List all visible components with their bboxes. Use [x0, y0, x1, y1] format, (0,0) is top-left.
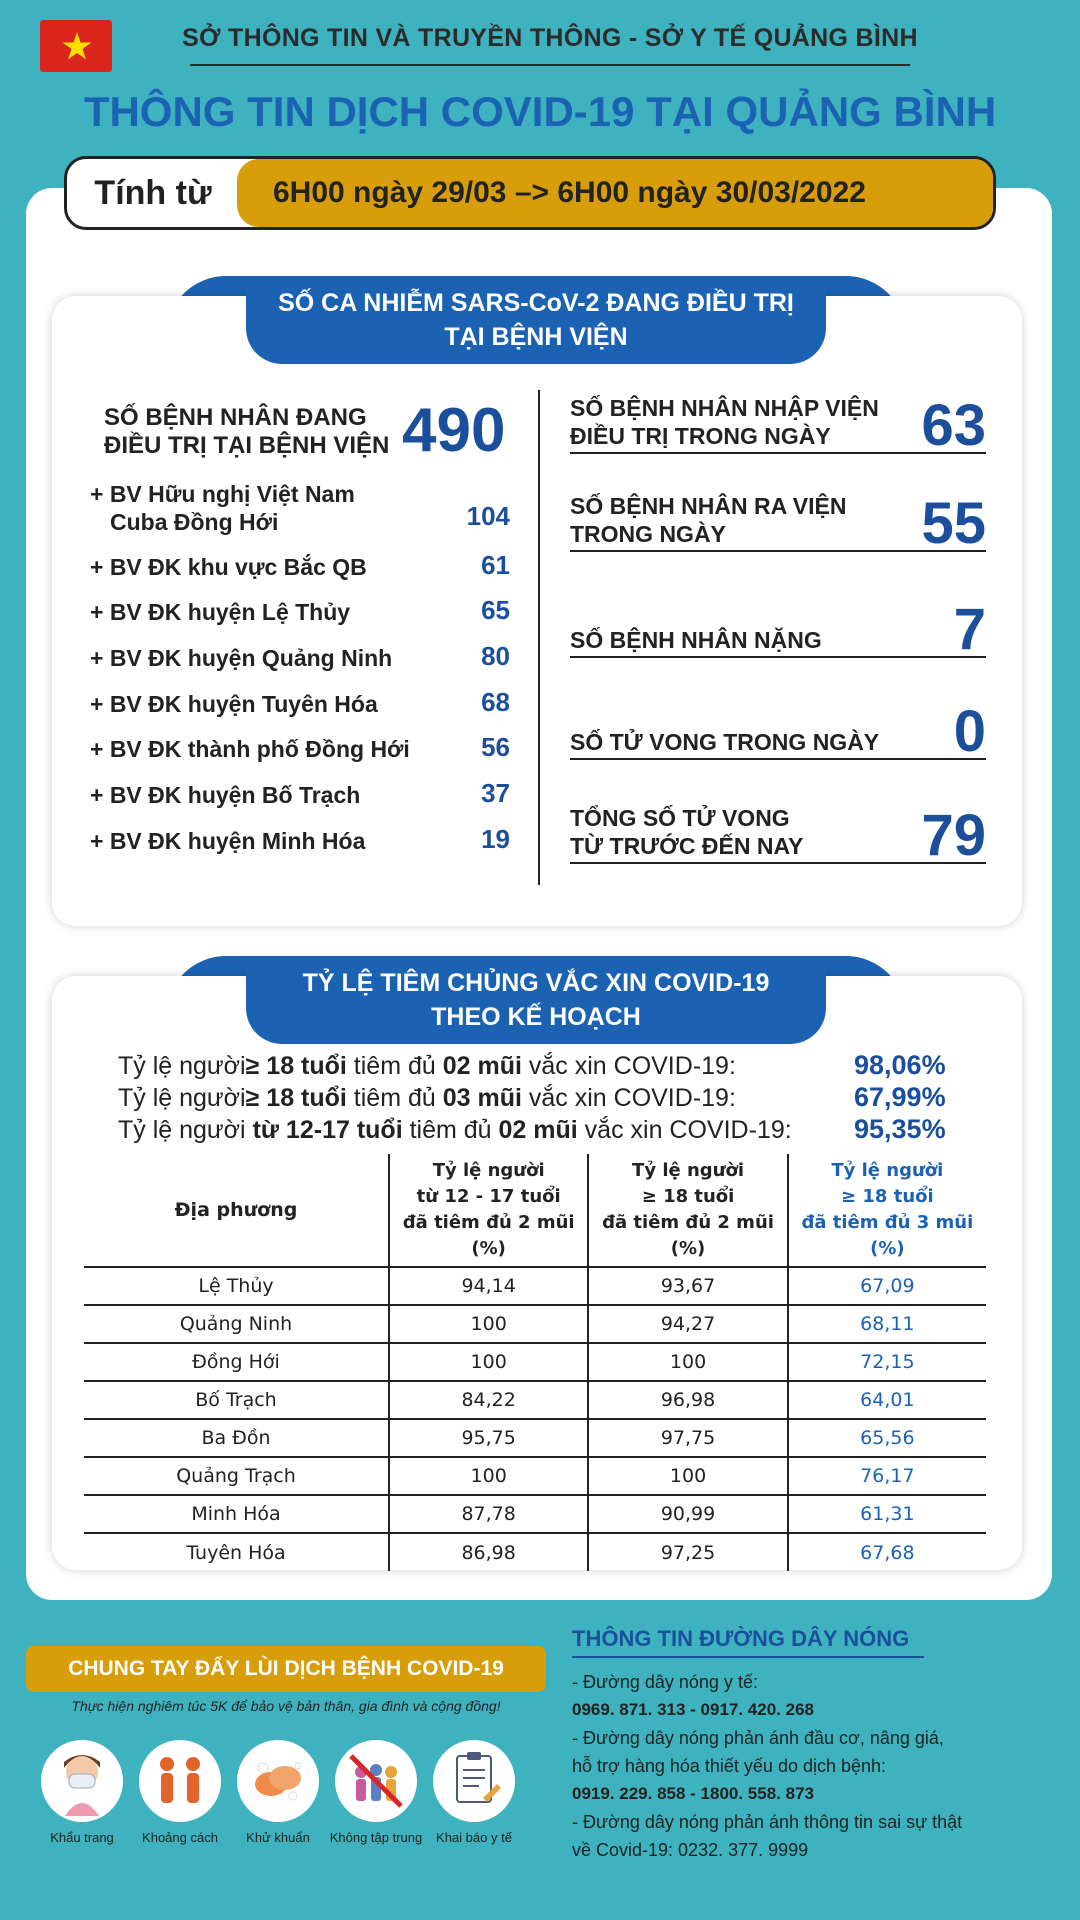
stat-discharged [570, 491, 986, 556]
table-row [84, 1267, 986, 1305]
hospital-value: 56 [481, 732, 510, 762]
summary-mid: tiêm đủ [346, 1052, 443, 1080]
summary-age: ≥ 18 tuổi [245, 1084, 347, 1112]
column-header-18plus-three-doses: Tỷ lệ người ≥ 18 tuổi đã tiêm đủ 3 mũi (%) [788, 1154, 986, 1267]
summary-age: ≥ 18 tuổi [245, 1052, 347, 1080]
stat-value: 55 [921, 491, 986, 556]
hotline-text: - Đường dây nóng y tế: [572, 1672, 758, 1692]
distancing-icon [139, 1740, 221, 1822]
page-title: THÔNG TIN DỊCH COVID-19 TẠI QUẢNG BÌNH [83, 88, 997, 135]
cell-18plus-two-doses: 94,27 [588, 1305, 787, 1343]
cell-18plus-three-doses: 76,17 [788, 1457, 986, 1495]
icon-caption: Khử khuẩn [246, 1830, 310, 1845]
summary-mid: tiêm đủ [346, 1084, 443, 1112]
hospital-row [90, 732, 510, 763]
total-treating-label-line2: ĐIỀU TRỊ TẠI BỆNH VIỆN [104, 432, 390, 459]
hospital-value: 68 [481, 687, 510, 717]
cell-12-17-two-doses: 94,14 [389, 1267, 588, 1305]
summary-age: từ 12-17 tuổi [252, 1116, 403, 1144]
cell-locality: Tuyên Hóa [186, 1541, 286, 1564]
summary-prefix: Tỷ lệ người [118, 1116, 253, 1144]
stat-admitted [570, 393, 986, 458]
summary-dose: 02 mũi [442, 1052, 522, 1080]
hotline-text: hỗ trợ hàng hóa thiết yếu do dịch bệnh: [572, 1756, 887, 1776]
cell-18plus-two-doses: 96,98 [588, 1381, 787, 1419]
cell-18plus-three-doses: 67,09 [788, 1267, 986, 1305]
summary-dose: 03 mũi [442, 1084, 522, 1112]
stat-label-line2: ĐIỀU TRỊ TRONG NGÀY [570, 423, 831, 449]
icon-item [230, 1740, 326, 1845]
stat-total-deaths [570, 803, 986, 868]
summary-mid: tiêm đủ [402, 1116, 499, 1144]
organization-header: SỞ THÔNG TIN VÀ TRUYỀN THÔNG - SỞ Y TẾ QUẢNG BÌNH [182, 24, 918, 52]
vaccination-table [84, 1154, 986, 1571]
cell-locality: Quảng Ninh [84, 1305, 389, 1343]
stat-label [570, 492, 846, 548]
icon-item [426, 1740, 522, 1845]
hotline-text: về Covid-19: 0232. 377. 9999 [572, 1840, 809, 1860]
cell-locality: Đồng Hới [84, 1343, 389, 1381]
vaccine-title-line2: THEO KẾ HOẠCH [431, 1003, 641, 1031]
stat-label [570, 394, 879, 450]
stat-label-line1: SỐ BỆNH NHÂN NHẬP VIỆN [570, 395, 879, 421]
summary-suffix: vắc xin COVID-19: [577, 1116, 792, 1144]
summary-percent: 67,99% [854, 1082, 946, 1112]
hotline-text: - Đường dây nóng phản ánh đầu cơ, nâng giá, [572, 1728, 944, 1748]
vaccine-section-title [246, 956, 826, 1044]
stat-value: 79 [921, 803, 986, 868]
handwash-icon [237, 1740, 319, 1822]
cell-18plus-two-doses: 97,75 [588, 1419, 787, 1457]
stat-label-line2: TỪ TRƯỚC ĐẾN NAY [570, 833, 804, 859]
stat-value: 63 [921, 393, 986, 458]
vietnam-flag-icon [40, 20, 112, 72]
time-range-banner [64, 156, 996, 230]
cell-12-17-two-doses: 100 [389, 1343, 588, 1381]
vaccine-title-line1: TỶ LỆ TIÊM CHỦNG VẮC XIN COVID-19 [302, 969, 770, 997]
hospital-name: + BV ĐK huyện Bố Trạch [90, 782, 361, 808]
cell-18plus-three-doses: 64,01 [788, 1381, 986, 1419]
hotline-divider [572, 1656, 924, 1658]
stat-label-line1: TỔNG SỐ TỬ VONG [570, 805, 790, 831]
stat-deaths-today [570, 699, 986, 764]
summary-percent: 95,35% [854, 1114, 946, 1144]
hospital-name: + BV ĐK huyện Quảng Ninh [90, 645, 393, 671]
cell-12-17-two-doses: 86,98 [389, 1533, 588, 1571]
cell-locality: Ba Đồn [84, 1419, 389, 1457]
cell-12-17-two-doses: 100 [389, 1305, 588, 1343]
column-divider [538, 390, 540, 885]
hospital-value: 19 [481, 824, 510, 854]
health-declaration-icon [433, 1740, 515, 1822]
stat-label [570, 804, 803, 860]
time-range-label: Tính từ [94, 173, 212, 212]
stat-label: SỐ BỆNH NHÂN NẶNG [570, 627, 822, 653]
total-treating-value: 490 [402, 396, 506, 465]
cell-locality: Bố Trạch [84, 1381, 389, 1419]
hospital-value: 80 [481, 641, 510, 671]
stat-value: 7 [953, 597, 986, 662]
summary-percent: 98,06% [854, 1050, 946, 1080]
cell-12-17-two-doses: 100 [389, 1457, 588, 1495]
summary-dose: 02 mũi [498, 1116, 578, 1144]
no-gathering-icon [335, 1740, 417, 1822]
total-treating-label-line1: SỐ BỆNH NHÂN ĐANG [104, 404, 367, 431]
cell-18plus-two-doses: 100 [588, 1457, 787, 1495]
column-header-18plus-two-doses: Tỷ lệ người ≥ 18 tuổi đã tiêm đủ 2 mũi (%) [588, 1154, 787, 1267]
table-row [84, 1343, 986, 1381]
table-row [84, 1495, 986, 1533]
cell-locality: Quảng Trạch [84, 1457, 389, 1495]
vaccine-summary-row [118, 1084, 988, 1116]
vaccine-summary-row [118, 1052, 988, 1084]
time-range-value: 6H00 ngày 29/03 –> 6H00 ngày 30/03/2022 [237, 159, 993, 227]
stat-label: SỐ TỬ VONG TRONG NGÀY [570, 729, 880, 755]
hospital-row [90, 595, 510, 626]
cell-18plus-two-doses: 93,67 [588, 1267, 787, 1305]
stat-underline [570, 656, 986, 658]
slogan-banner: CHUNG TAY ĐẨY LÙI DỊCH BỆNH COVID-19 [26, 1646, 546, 1692]
icon-item [132, 1740, 228, 1845]
hospital-name: + BV ĐK thành phố Đồng Hới [90, 736, 410, 762]
hospital-name: + BV ĐK huyện Lệ Thủy [90, 599, 351, 625]
cell-12-17-two-doses: 84,22 [389, 1381, 588, 1419]
cell-12-17-two-doses: 87,78 [389, 1495, 588, 1533]
header-divider [190, 64, 910, 66]
total-treating-label [104, 404, 389, 460]
hospital-name: + BV ĐK khu vực Bắc QB [90, 554, 367, 580]
summary-suffix: vắc xin COVID-19: [521, 1052, 736, 1080]
stat-underline [570, 758, 986, 760]
stat-label-line1: SỐ BỆNH NHÂN RA VIỆN [570, 493, 847, 519]
stat-severe [570, 597, 986, 662]
slogan-subtitle: Thực hiện nghiêm túc 5K để bảo vệ bản thân, gia đình và cộng đồng! [71, 1698, 501, 1714]
cell-18plus-two-doses: 100 [588, 1343, 787, 1381]
cell-locality: Lệ Thủy [84, 1267, 389, 1305]
cell-18plus-three-doses: 65,56 [788, 1419, 986, 1457]
vaccine-summary-row [118, 1116, 988, 1148]
hospital-row [90, 550, 510, 581]
table-row [84, 1457, 986, 1495]
cell-18plus-three-doses: 68,11 [788, 1305, 986, 1343]
icon-item [34, 1740, 130, 1845]
hospital-row [90, 778, 510, 809]
hospital-row [90, 480, 510, 536]
icon-caption: Khoảng cách [142, 1830, 218, 1845]
treatment-title-line2: TẠI BỆNH VIỆN [444, 323, 628, 351]
hospital-value: 65 [481, 595, 510, 625]
treatment-title-line1: SỐ CA NHIỄM SARS-CoV-2 ĐANG ĐIỀU TRỊ [278, 289, 794, 317]
hospital-name: + BV Hữu nghị Việt Nam [90, 481, 355, 507]
table-row [84, 1381, 986, 1419]
summary-suffix: vắc xin COVID-19: [521, 1084, 736, 1112]
icon-caption: Khai báo y tế [436, 1830, 512, 1845]
cell-18plus-two-doses: 97,25 [588, 1533, 787, 1571]
cell-18plus-three-doses: 67,68 [788, 1533, 986, 1571]
column-header-12-17-two-doses: Tỷ lệ người từ 12 - 17 tuổi đã tiêm đủ 2 mũi (%) [389, 1154, 588, 1267]
hospital-row [90, 641, 510, 672]
hotline-text: - Đường dây nóng phản ánh thông tin sai sự thật [572, 1812, 963, 1832]
hospital-value: 61 [481, 550, 510, 580]
cell-18plus-three-doses: 61,31 [788, 1495, 986, 1533]
hospital-value: 37 [481, 778, 510, 808]
hospital-name-line2: Cuba Đồng Hới [110, 509, 279, 535]
table-row [84, 1419, 986, 1457]
face-mask-icon [41, 1740, 123, 1822]
hospital-name: + BV ĐK huyện Minh Hóa [90, 828, 366, 854]
hotline-numbers: 0919. 229. 858 - 1800. 558. 873 [572, 1784, 814, 1803]
icon-item [328, 1740, 424, 1845]
table-row [84, 1533, 986, 1571]
table-header-row [84, 1154, 986, 1267]
cell-18plus-three-doses: 72,15 [788, 1343, 986, 1381]
cell-18plus-two-doses: 90,99 [588, 1495, 787, 1533]
cell-locality: Minh Hóa [84, 1495, 389, 1533]
cell-12-17-two-doses: 95,75 [389, 1419, 588, 1457]
hospital-name: + BV ĐK huyện Tuyên Hóa [90, 691, 378, 717]
table-row [84, 1305, 986, 1343]
hospital-row [90, 824, 510, 855]
icon-caption: Không tập trung [329, 1830, 423, 1845]
hospital-value: 104 [466, 501, 510, 531]
summary-prefix: Tỷ lệ người [118, 1084, 246, 1112]
stat-value: 0 [953, 699, 986, 764]
stat-label-line2: TRONG NGÀY [570, 521, 726, 547]
hospital-row [90, 687, 510, 718]
treatment-section-title [246, 276, 826, 364]
hotline-title: THÔNG TIN ĐƯỜNG DÂY NÓNG [572, 1626, 910, 1651]
icon-caption: Khẩu trang [50, 1830, 114, 1845]
hotline-numbers: 0969. 871. 313 - 0917. 420. 268 [572, 1700, 814, 1719]
summary-prefix: Tỷ lệ người [118, 1052, 246, 1080]
column-header-locality: Địa phương [84, 1154, 389, 1267]
